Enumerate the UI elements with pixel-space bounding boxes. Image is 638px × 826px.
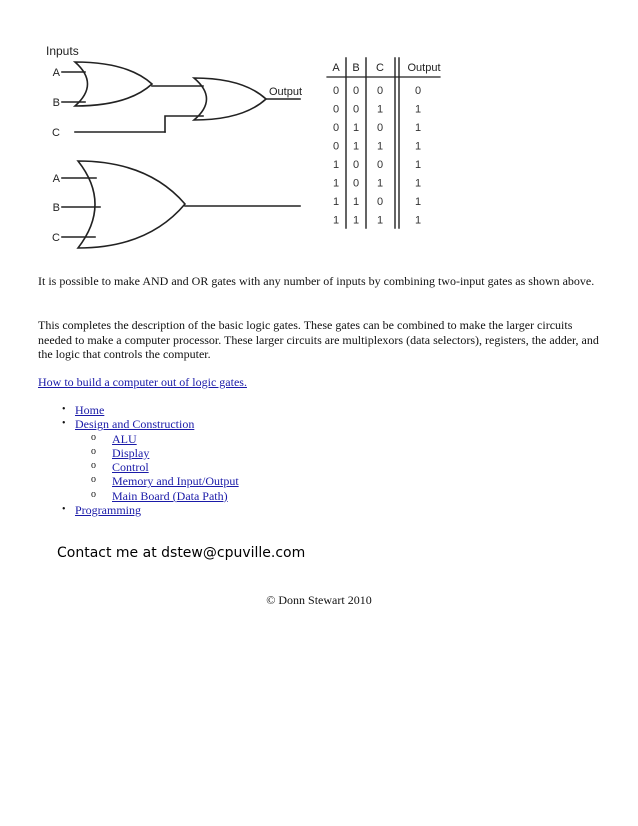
nav-item-design: [38, 417, 438, 431]
d1-label-c: C: [52, 127, 60, 139]
truth-table-cell: 0: [332, 140, 340, 153]
paragraph-1: It is possible to make AND and OR gates with any number of inputs by combining two-input gates as shown above.: [38, 274, 595, 288]
nav-list: [38, 403, 438, 517]
truth-table-cell: 1: [414, 103, 422, 116]
control-link[interactable]: Control: [112, 460, 149, 475]
circle-bullet-icon: o: [91, 445, 96, 457]
truth-table-cell: 1: [414, 214, 422, 227]
truth-table-cell: 0: [352, 159, 360, 171]
truth-table-cell: 1: [376, 103, 384, 116]
truth-table-cell: 0: [352, 85, 360, 97]
truth-table-cell: 1: [414, 159, 422, 171]
truth-table-cell: 0: [332, 122, 340, 134]
d2-label-c: C: [52, 232, 60, 244]
truth-table-cell: 1: [332, 214, 340, 227]
truth-table-cell: 1: [376, 140, 384, 153]
truth-table-cell: 1: [414, 122, 422, 134]
display-link[interactable]: Display: [112, 445, 150, 460]
tt-header-b: B: [352, 62, 360, 74]
design-link[interactable]: Design and Construction: [75, 417, 195, 432]
truth-table-cell: 0: [332, 103, 340, 116]
truth-table-cell: 1: [376, 214, 384, 227]
circle-bullet-icon: o: [91, 488, 96, 500]
truth-table-cell: 0: [376, 85, 384, 97]
truth-table-cell: 1: [332, 159, 340, 171]
nav-item-programming: [38, 503, 438, 517]
nav-item-home: [38, 403, 438, 417]
or-gate-3: [78, 161, 185, 248]
truth-table-cell: 1: [332, 196, 340, 208]
wire-c-step: [165, 116, 203, 132]
truth-table-cell: 1: [352, 122, 360, 134]
truth-table-cell: 0: [352, 177, 360, 190]
inputs-title: Inputs: [46, 44, 79, 58]
logic-gates-figure: [0, 0, 638, 262]
alu-link[interactable]: ALU: [112, 431, 137, 446]
truth-table-cell: 0: [376, 159, 384, 171]
programming-link[interactable]: Programming: [75, 503, 141, 518]
tt-header-c: C: [376, 62, 384, 74]
truth-table-cell: 1: [352, 196, 360, 208]
home-link[interactable]: Home: [75, 403, 105, 417]
build-computer-link[interactable]: How to build a computer out of logic gates.: [38, 375, 247, 389]
tt-header-a: A: [332, 62, 340, 74]
truth-table-cell: 0: [376, 122, 384, 134]
or-gate-2: [194, 78, 266, 120]
truth-table-cell: 1: [414, 196, 422, 208]
truth-table-cell: 0: [414, 85, 422, 97]
nav-subitem-display: [38, 446, 438, 460]
main-board-link[interactable]: Main Board (Data Path): [112, 488, 228, 503]
main-link-para: [38, 375, 604, 390]
truth-table-cell: 1: [352, 140, 360, 153]
truth-table-cell: 0: [376, 196, 384, 208]
nav-subitem-memory: [38, 474, 438, 488]
truth-table-cell: 0: [352, 103, 360, 116]
d1-label-b: B: [52, 97, 60, 109]
copyright: © Donn Stewart 2010: [266, 593, 372, 607]
figure-svg: [0, 0, 638, 262]
bullet-icon: •: [62, 504, 66, 516]
truth-table-cell: 1: [352, 214, 360, 227]
memory-io-link[interactable]: Memory and Input/Output: [112, 474, 239, 489]
tt-header-output: Output: [407, 62, 441, 74]
bullet-icon: •: [62, 418, 66, 430]
bullet-icon: •: [62, 404, 66, 415]
truth-table-cell: 1: [332, 177, 340, 190]
circle-bullet-icon: o: [91, 460, 96, 472]
circle-bullet-icon: o: [91, 431, 96, 443]
output-label: Output: [269, 86, 303, 98]
truth-table-cell: 1: [414, 140, 422, 153]
circle-bullet-icon: o: [91, 474, 96, 486]
truth-table-cell: 1: [376, 177, 384, 190]
nav-subitem-alu: [38, 432, 438, 446]
or-gate-1: [75, 62, 152, 106]
truth-table-cell: 1: [414, 177, 422, 190]
d2-label-b: B: [52, 202, 60, 214]
truth-table-cell: 0: [332, 85, 340, 97]
d1-label-a: A: [52, 67, 60, 79]
d2-label-a: A: [52, 173, 60, 185]
paragraph-2: This completes the description of the basic logic gates. These gates can be combined to make the larger circuits needed to make a computer processor. These larger circuits are multiplexors (data selectors), registers, the adder, and the logic that controls the computer.: [38, 318, 599, 361]
contact-line: Contact me at dstew@cpuville.com: [57, 545, 306, 561]
nav-subitem-mainboard: [38, 489, 438, 503]
nav-subitem-control: [38, 460, 438, 474]
